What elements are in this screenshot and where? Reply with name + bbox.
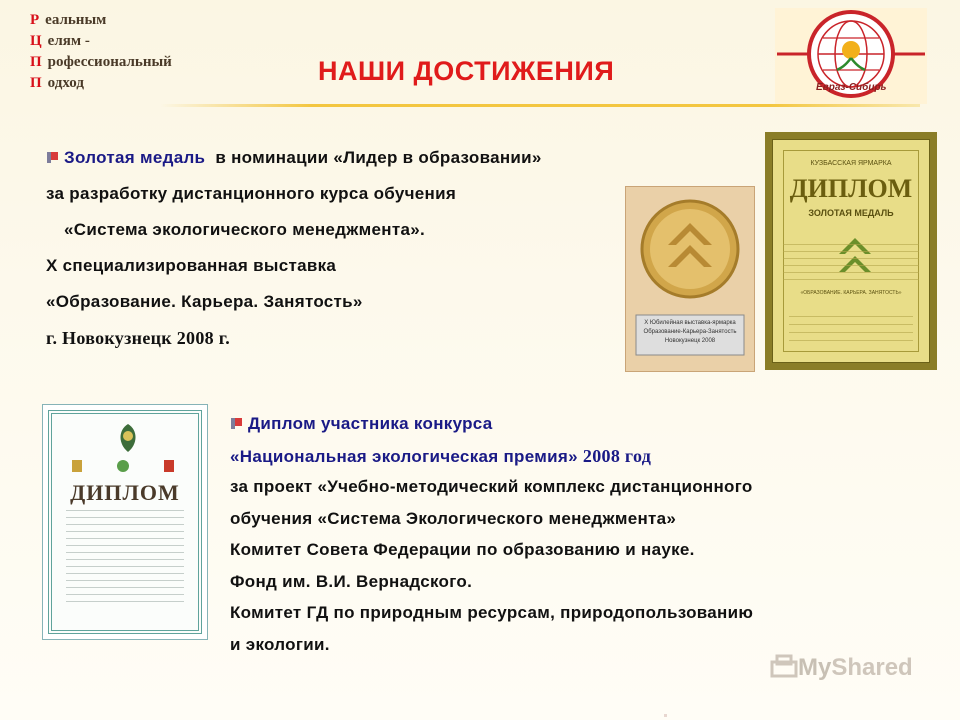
achievement-line: обучения «Система Экологического менеджмента»: [230, 508, 677, 528]
acronym-word: еальным: [45, 12, 107, 28]
diploma-emblem-icon: [110, 420, 146, 456]
achievement-line: «Система экологического менеджмента».: [64, 220, 425, 239]
achievement-line: Комитет ГД по природным ресурсам, природопользованию: [230, 603, 754, 622]
acronym-line: [30, 10, 172, 31]
achievement-line: «Образование. Карьера. Занятость»: [46, 292, 363, 311]
achievement-gold-medal: [46, 146, 542, 362]
acronym-line: [30, 52, 172, 73]
watermark-rest: Shared: [831, 654, 913, 681]
acronym-letter: П: [30, 54, 42, 70]
acronym-word: елям -: [47, 33, 90, 49]
achievement-line: [46, 146, 542, 182]
achievement-line: г. Новокузнецк 2008 г.: [46, 328, 230, 348]
diploma-header: КУЗБАССКАЯ ЯРМАРКА: [810, 160, 892, 167]
gold-medal-diploma-photo: [765, 132, 937, 370]
flag-bullet-icon: [230, 416, 244, 430]
achievement-line: Х специализированная выставка: [46, 256, 337, 275]
gold-medal-photo: [625, 186, 755, 372]
achievement-line: за проект «Учебно-методический комплекс дистанционного: [230, 477, 753, 496]
achievement-participant-diploma: [230, 412, 753, 664]
acronym-word: рофессиональный: [47, 54, 172, 70]
title-divider: [160, 104, 920, 107]
achievement-line: и экологии.: [230, 634, 330, 654]
acronym-letter: П: [30, 75, 42, 91]
award-year: 2008 год: [582, 445, 652, 466]
acronym-letter: Р: [30, 12, 40, 28]
page-title: НАШИ ДОСТИЖЕНИЯ: [318, 56, 615, 86]
watermark: [770, 654, 913, 682]
medal-plate-text: Х Юбилейная выставка-ярмарка Образование-Карьера-Занятость Новокузнецк 2008: [643, 320, 737, 344]
acronym-word: одход: [47, 75, 84, 91]
decorative-dot: [664, 714, 667, 717]
achievement-highlight: Диплом участника конкурса: [248, 414, 493, 433]
logo-caption: Евраз-Сибирь: [816, 82, 887, 93]
watermark-my: My: [798, 654, 832, 681]
diploma-title: ДИПЛОМ: [70, 480, 180, 505]
achievement-highlight: Золотая медаль: [64, 148, 206, 167]
achievement-line: [230, 444, 753, 476]
achievement-line: за разработку дистанционного курса обучения: [46, 184, 457, 203]
achievement-text: в номинации «Лидер в образовании»: [215, 148, 542, 167]
diploma-footer: «ОБРАЗОВАНИЕ. КАРЬЕРА. ЗАНЯТОСТЬ»: [800, 290, 902, 296]
award-name: «Национальная экологическая премия»: [230, 446, 578, 466]
achievement-line: [230, 412, 753, 444]
acronym-letter: Ц: [30, 33, 42, 49]
achievement-line: Фонд им. В.И. Вернадского.: [230, 571, 473, 591]
acronym-line: [30, 31, 172, 52]
participant-diploma-photo: [42, 404, 208, 640]
acronym-line: [30, 73, 172, 94]
diploma-subtitle: ЗОЛОТАЯ МЕДАЛЬ: [808, 208, 894, 218]
acronym-block: [30, 10, 172, 94]
achievement-line: Комитет Совета Федерации по образованию и науке.: [230, 540, 695, 559]
watermark-icon: [770, 654, 798, 678]
diploma-title: ДИПЛОМ: [789, 174, 913, 203]
flag-bullet-icon: [46, 150, 60, 164]
